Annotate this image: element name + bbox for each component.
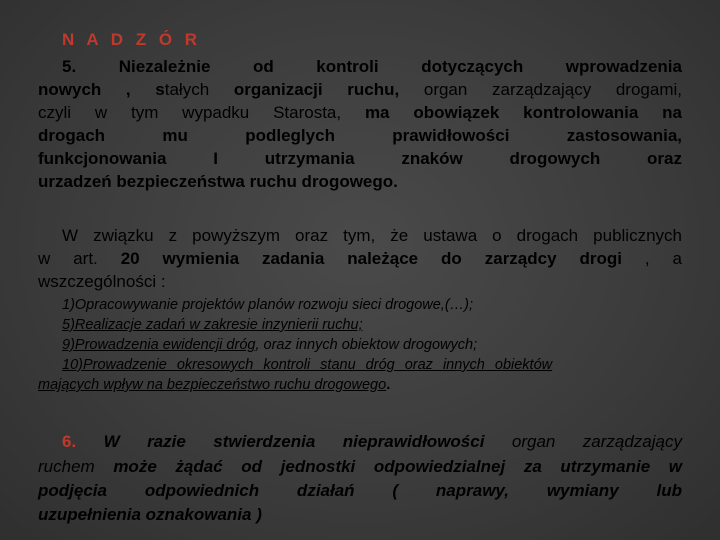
- section5-line3-a: czyli w tym wypadku Starosta,: [38, 103, 342, 122]
- section6-line2: [38, 455, 682, 478]
- intro-line2-c: , a: [621, 249, 682, 268]
- list-item: [38, 335, 682, 355]
- list-item-underlined: 9)Prowadzenia ewidencji dróg: [62, 337, 256, 353]
- list-item-underlined: mających wpływ na bezpieczeństwo ruchu drogowego: [38, 377, 387, 393]
- list-item-end: .: [386, 377, 391, 393]
- intro-line3: wszczególności :: [38, 272, 166, 291]
- list-item: 10)Prowadzenie okresowych kontroli stanu dróg oraz innych obiektów: [62, 357, 553, 373]
- section6-line1-b: organ zarządzający: [511, 432, 682, 451]
- section5-line1: 5. Niezależnie od kontroli dotyczących wprowadzenia: [62, 57, 682, 76]
- section5-line4: drogach mu podleglych prawidłowości zastosowania,: [38, 126, 682, 145]
- section6-line2-b: może żądać od jednostki odpowiedzialnej za utrzymanie w: [94, 457, 682, 476]
- slide-title: N A D Z Ó R: [62, 30, 202, 49]
- tasks-list: [38, 295, 682, 395]
- section5-line2-c: organizacji ruchu,: [233, 80, 400, 99]
- section5-line2-b: tałych: [164, 80, 234, 99]
- section5-line3: [38, 101, 682, 124]
- section6-line3: podjęcia odpowiednich działań ( naprawy, wymiany lub: [38, 481, 682, 500]
- section5-line6: urzadzeń bezpieczeństwa ruchu drogowego.: [38, 172, 398, 191]
- list-item: 5)Realizacje zadań w zakresie inzynierii ruchu;: [62, 317, 363, 333]
- intro-line2: [38, 247, 682, 270]
- intro-line2-a: w art.: [38, 249, 121, 268]
- section5-line2-d: organ zarządzający drogami,: [399, 80, 682, 99]
- list-item: 1)Opracowywanie projektów planów rozwoju sieci drogowe,(…);: [62, 297, 474, 313]
- section6-number: 6.: [62, 432, 77, 451]
- list-item-rest: , oraz innych obiektow drogowych;: [255, 337, 478, 353]
- section5-line2-a: nowych , s: [38, 80, 165, 99]
- section5-line2: [38, 78, 682, 101]
- section6-line1-a: W razie stwierdzenia nieprawidłowości: [76, 432, 512, 451]
- intro-line2-b: 20 wymienia zadania należące do zarządcy drogi: [120, 249, 622, 268]
- section6-line1: [38, 430, 682, 453]
- section5-line3-b: ma obowiązek kontrolowania na: [341, 103, 682, 122]
- list-item: [38, 375, 682, 395]
- section6-line4: uzupełnienia oznakowania ): [38, 505, 262, 524]
- section5-line5: funkcjonowania I utrzymania znaków drogowych oraz: [38, 149, 682, 168]
- intro-line1: W związku z powyższym oraz tym, że ustawa o drogach publicznych: [62, 226, 682, 245]
- section6-line2-a: ruchem: [38, 457, 95, 476]
